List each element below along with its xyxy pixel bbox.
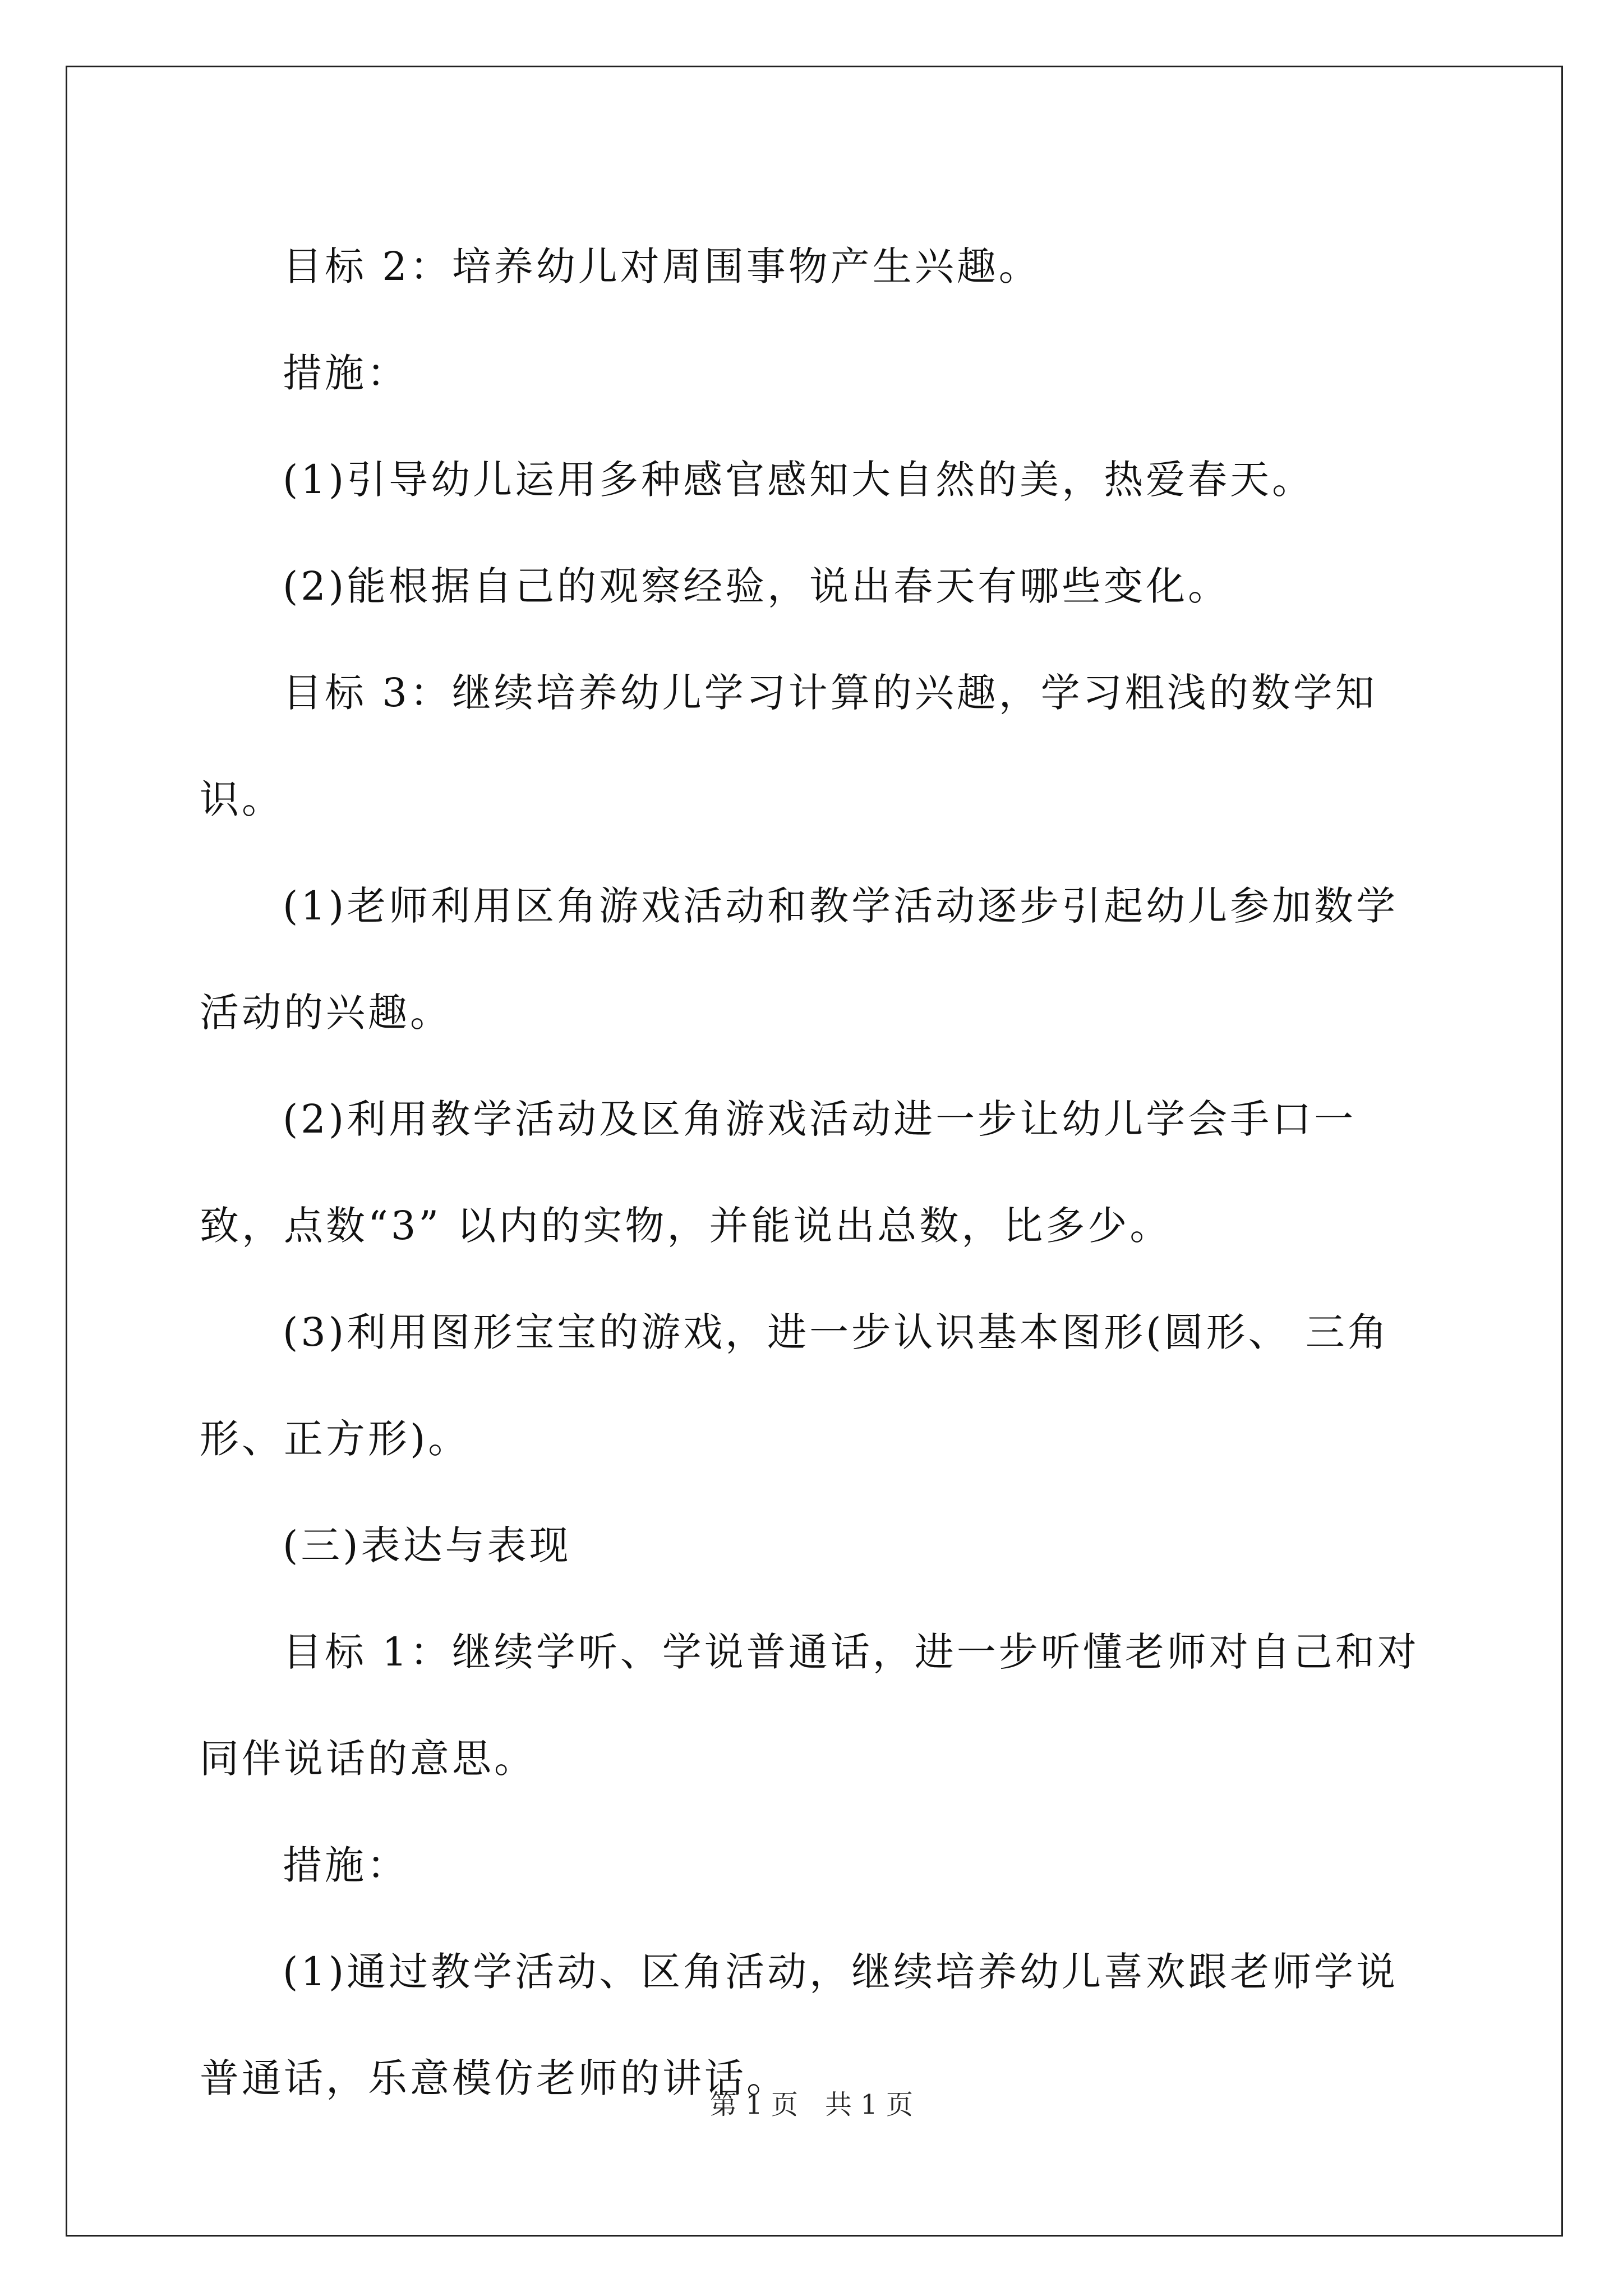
paragraph: (1)通过教学活动、区角活动，继续培养幼儿喜欢跟老师学说普通话，乐意模仿老师的讲话。 bbox=[200, 1949, 1399, 2101]
paragraph: (2)能根据自己的观察经验，说出春天有哪些变化。 bbox=[283, 563, 1230, 609]
paragraph: 目标 3：继续培养幼儿学习计算的兴趣，学习粗浅的数学知识。 bbox=[200, 670, 1377, 822]
page-footer bbox=[0, 2088, 1623, 2122]
paragraph: (三)表达与表现 bbox=[283, 1522, 571, 1568]
paragraph: 目标 1：继续学听、学说普通话，进一步听懂老师对自己和对同伴说话的意思。 bbox=[200, 1629, 1419, 1782]
paragraph: (1)老师利用区角游戏活动和教学活动逐步引起幼儿参加数学活动的兴趣。 bbox=[200, 883, 1399, 1036]
paragraph: 措施： bbox=[283, 1842, 409, 1888]
paragraph: 目标 2：培养幼儿对周围事物产生兴趣。 bbox=[283, 243, 1041, 289]
paragraph: (2)利用教学活动及区角游戏活动进一步让幼儿学会手口一致，点数“3” 以内的实物，并能说出总数，比多少。 bbox=[200, 1096, 1357, 1249]
page-number-label: 第 1 页 共 1 页 bbox=[709, 2089, 914, 2120]
paragraph: 措施： bbox=[283, 350, 409, 396]
paragraph: (3)利用图形宝宝的游戏，进一步认识基本图形(圆形、 三角形、正方形)。 bbox=[200, 1309, 1390, 1462]
paragraph: (1)引导幼儿运用多种感官感知大自然的美，热爱春天。 bbox=[283, 457, 1315, 503]
document-body bbox=[200, 213, 1439, 2132]
